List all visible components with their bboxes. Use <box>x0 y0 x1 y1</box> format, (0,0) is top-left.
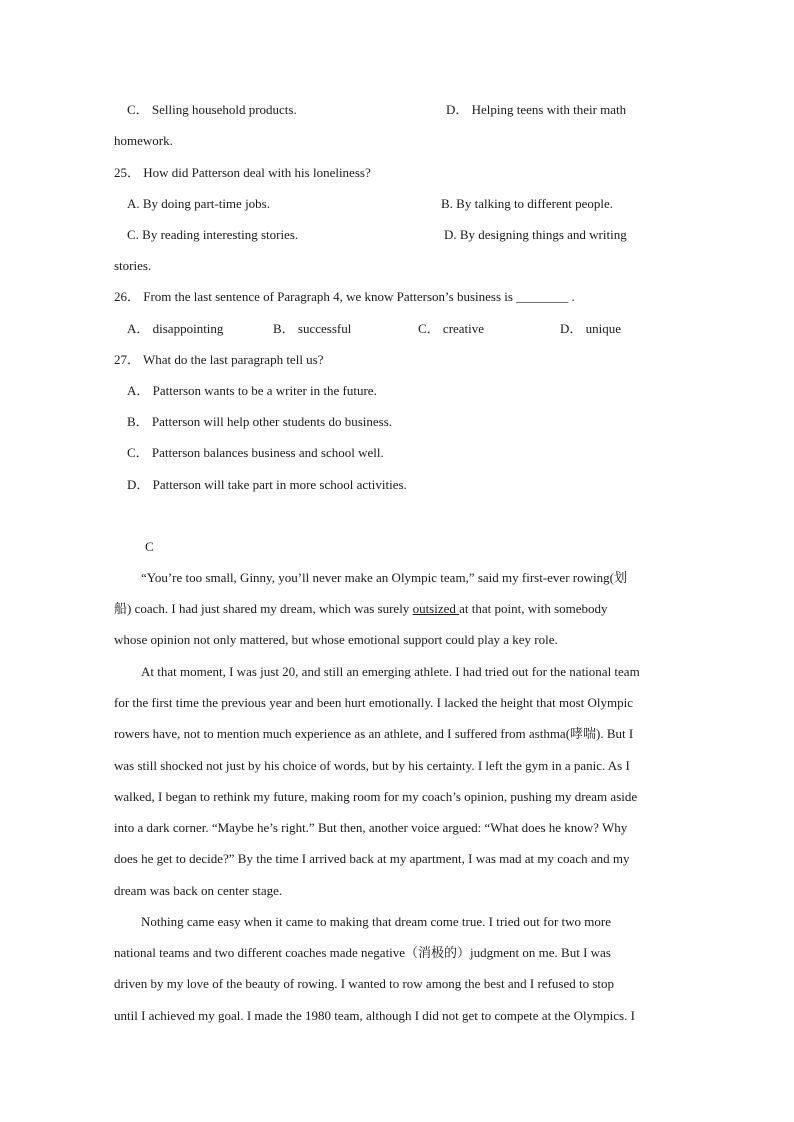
passage-line: for the first time the previous year and been hurt emotionally. I lacked the height that most Olympic <box>114 695 634 710</box>
q27-option-c: C． Patterson balances business and school well. <box>127 445 384 460</box>
passage-line: until I achieved my goal. I made the 1980 team, although I did not get to compete at the Olympics. I <box>114 1008 635 1023</box>
passage-line: “You’re too small, Ginny, you’ll never make an Olympic team,” said my first-ever rowing(划 <box>141 570 627 585</box>
q24-option-c: C． Selling household products. <box>127 102 297 117</box>
passage-line: walked, I began to rethink my future, making room for my coach’s opinion, pushing my dream aside <box>114 789 638 804</box>
passage-line: rowers have, not to mention much experience as an athlete, and I suffered from asthma(哮喘). But I <box>114 726 634 741</box>
q25-option-c: C. By reading interesting stories. <box>127 227 299 242</box>
q25-option-b: B. By talking to different people. <box>441 196 613 211</box>
passage-line: does he get to decide?” By the time I arrived back at my apartment, I was mad at my coach and my <box>114 851 630 866</box>
q26-option-d: D． unique <box>560 321 622 336</box>
passage-line: At that moment, I was just 20, and still an emerging athlete. I had tried out for the national team <box>141 664 640 679</box>
passage-line: was still shocked not just by his choice of words, but by his certainty. I left the gym in a panic. As I <box>114 758 630 773</box>
q25-option-a: A. By doing part-time jobs. <box>127 196 270 211</box>
underlined-word-outsized: outsized <box>412 601 460 616</box>
q26-stem: 26． From the last sentence of Paragraph 4, we know Patterson’s business is ________ . <box>114 289 575 304</box>
passage-line: driven by my love of the beauty of rowing. I wanted to row among the best and I refused to stop <box>114 976 615 991</box>
q27-option-d: D． Patterson will take part in more school activities. <box>127 477 407 492</box>
passage-line: national teams and two different coaches made negative（消极的）judgment on me. But I was <box>114 945 611 960</box>
q25-option-d: D. By designing things and writing <box>444 227 627 242</box>
q27-stem: 27． What do the last paragraph tell us? <box>114 352 324 367</box>
q27-option-a: A． Patterson wants to be a writer in the future. <box>127 383 377 398</box>
section-label: C <box>145 539 154 554</box>
q27-option-b: B． Patterson will help other students do business. <box>127 414 393 429</box>
passage-line: into a dark corner. “Maybe he’s right.” But then, another voice argued: “What does he know? Why <box>114 820 628 835</box>
passage-line: whose opinion not only mattered, but whose emotional support could play a key role. <box>114 632 558 647</box>
q26-option-b: B． successful <box>273 321 352 336</box>
q24-option-d-wrap: homework. <box>114 133 173 148</box>
q26-option-a: A． disappointing <box>127 321 224 336</box>
q25-stem: 25． How did Patterson deal with his loneliness? <box>114 165 371 180</box>
passage-line: dream was back on center stage. <box>114 883 283 898</box>
q26-option-c: C． creative <box>418 321 485 336</box>
q25-option-d-wrap: stories. <box>114 258 152 273</box>
q24-option-d: D． Helping teens with their math <box>446 102 627 117</box>
passage-line: Nothing came easy when it came to making that dream come true. I tried out for two more <box>141 914 612 929</box>
passage-line: 船) coach. I had just shared my dream, which was surely outsized at that point, with somebody <box>114 601 608 616</box>
